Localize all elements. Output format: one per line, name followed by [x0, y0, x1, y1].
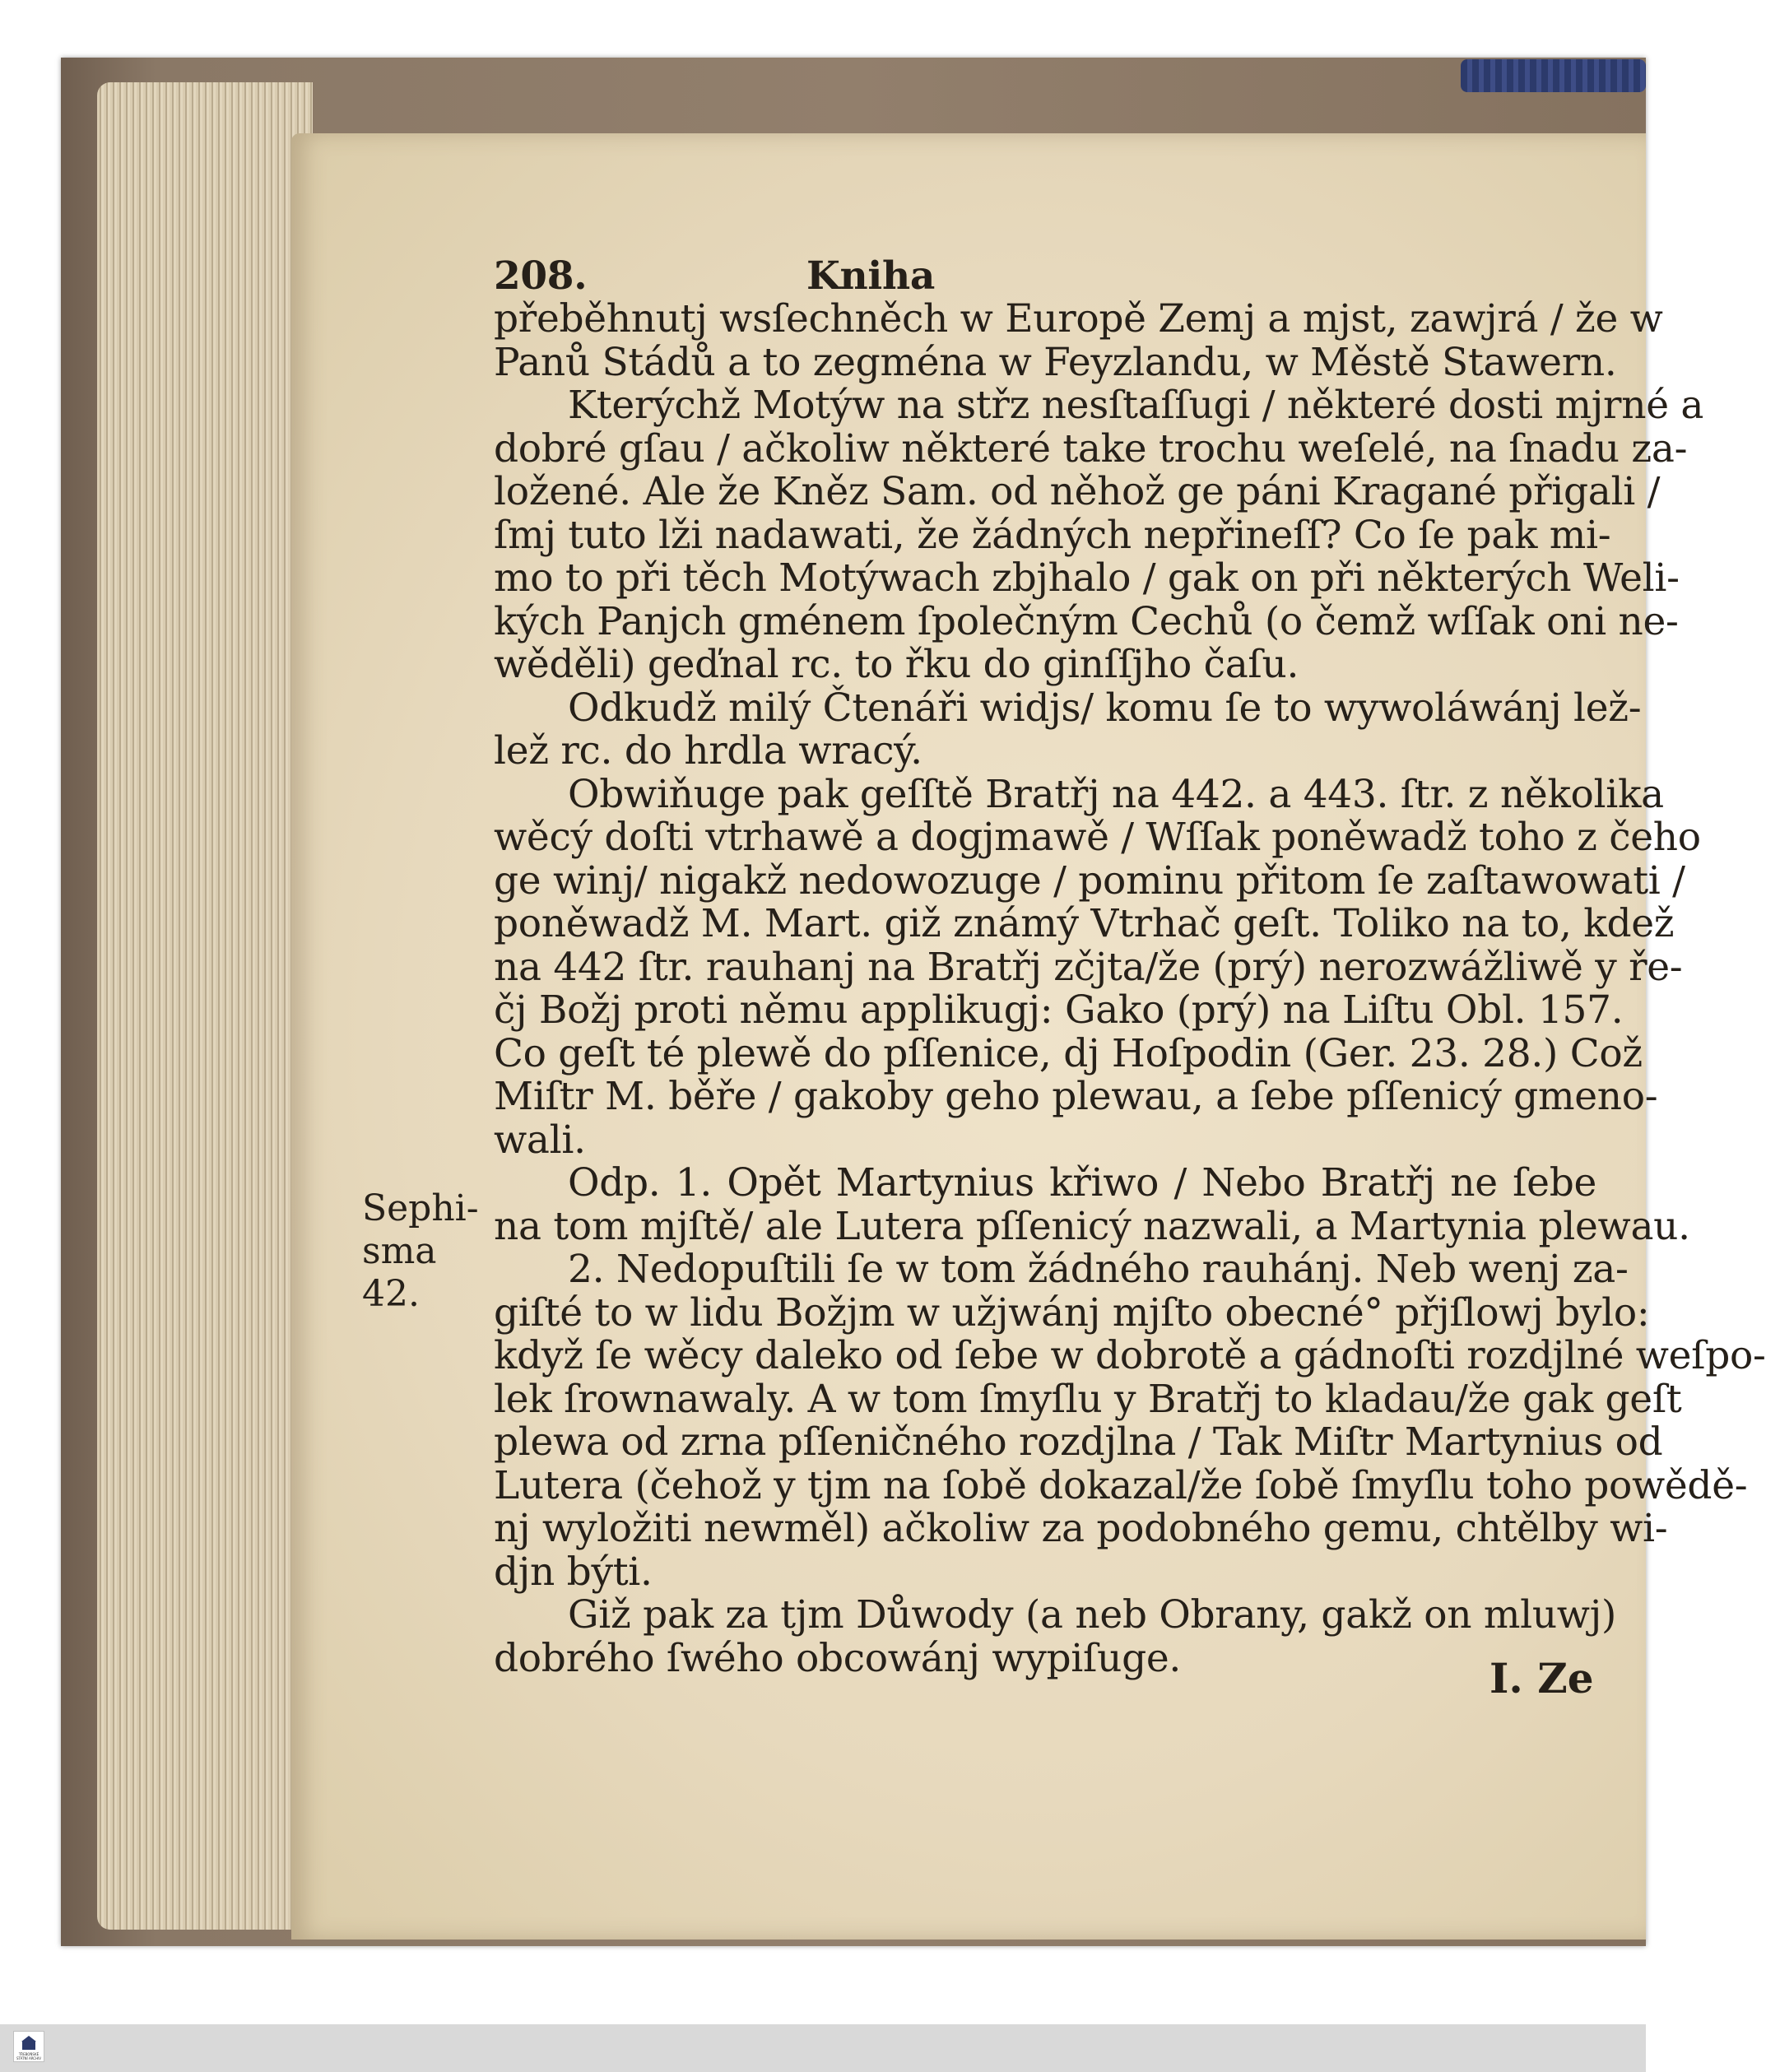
text-line: když ſe wěcy daleko od ſebe w dobrotě a gádnoſti rozdjlné weſpo- [494, 1333, 1766, 1378]
text-line: djn býti. [494, 1549, 653, 1595]
text-line: Giž pak za tjm Důwody (a neb Obrany, gakž on mluwj) [568, 1592, 1617, 1638]
bookmark-ribbon [1461, 59, 1646, 92]
page-edges [97, 82, 313, 1930]
text-line: lež rc. do hrdla wracý. [494, 728, 923, 774]
text-line: Miſtr M. běře / gakoby geho plewau, a ſebe pſſenicý gmeno- [494, 1074, 1658, 1119]
text-line: přeběhnutj wsſechněch w Europě Zemj a mjst, zawjrá / že w [494, 296, 1663, 341]
text-line: poněwadž M. Mart. giž známý Vtrhač geſt. Toliko na to, kdež [494, 901, 1675, 946]
catchword: I. Ze [1489, 1654, 1594, 1703]
page-text [494, 253, 1766, 1681]
archive-logo-label: TŘEBOŇSKÉ STÁTNÍ ARCHIV [16, 2052, 42, 2060]
text-line: na 442 ſtr. rauhanj na Bratřj zčjta/že (prý) nerozwážliwě y ře- [494, 944, 1683, 990]
text-line: wěcý doſti vtrhawě a dogjmawě / Wſſak poněwadž toho z čeho [494, 815, 1701, 860]
text-line: giſté to w lidu Božjm w užjwánj mjſto obecné° přjſlowj bylo: [494, 1289, 1650, 1336]
text-line: mo to při těch Motýwach zbjhalo / gak on při některých Weli- [494, 555, 1680, 601]
marginal-note-line: Sephi- [362, 1187, 479, 1229]
text-line: čj Božj proti němu applikugj: Gako (prý) na Liſtu Obl. 157. [494, 987, 1624, 1033]
text-line: Lutera (čehož y tjm na ſobě dokazal/že ſobě ſmyſlu toho powědě- [494, 1462, 1748, 1508]
text-line: plewa od zrna pſſeničného rozdjlna / Tak Miſtr Martynius od [494, 1419, 1663, 1465]
text-line: Obwiňuge pak geſſtě Bratřj na 442. a 443. ſtr. z několika [568, 771, 1664, 817]
text-line: 2. Nedopuſtili ſe w tom žádného rauhánj. Neb wenj za- [568, 1247, 1629, 1292]
text-line: na tom mjſtě/ ale Lutera pſſenicý nazwali, a Martynia plewau. [494, 1203, 1690, 1249]
text-line: ge winj/ nigakž nedowozuge / pominu přitom ſe zaſtawowati / [494, 857, 1685, 904]
marginal-note-line: sma 42. [362, 1230, 437, 1315]
text-line: dobrého ſwého obcowánj wypiſuge. [494, 1635, 1182, 1681]
marginal-note [362, 1187, 502, 1316]
page-header [494, 255, 1596, 298]
text-line: ſmj tuto lži nadawati, že žádných nepřineſſ? Co ſe pak mi- [494, 512, 1611, 558]
text-line: nj wyložiti newměl) ačkoliw za podobného gemu, chtělby wi- [494, 1506, 1668, 1551]
text-line: kých Panjch gménem ſpolečným Cechů (o čemž wſſak oni ne- [494, 598, 1679, 644]
text-line: Odp. 1. Opět Martynius křiwo / Nebo Bratřj ne ſebe [568, 1160, 1596, 1206]
text-line: Odkudž milý Čtenáři widjs/ komu ſe to wywoláwánj lež- [568, 685, 1642, 731]
text-line: Co geſt té plewě do pſſenice, dj Hoſpodin (Ger. 23. 28.) Což [494, 1030, 1643, 1076]
running-head: Kniha [806, 253, 936, 299]
text-line: dobré gſau / ačkoliw některé take trochu weſelé, na ſnadu za- [494, 425, 1688, 472]
archive-logo-icon [21, 2035, 37, 2051]
viewer-bottom-bar [0, 2024, 1646, 2072]
text-line: ložené. Ale že Kněz Sam. od něhož ge páni Kragané přigali / [494, 469, 1661, 514]
text-line: wali. [494, 1117, 586, 1163]
text-line: Panů Stádů a to zegména w Feyzlandu, w Městě Stawern. [494, 339, 1617, 385]
text-line: Kterýchž Motýw na střz nesſtaſſugi / některé dosti mjrné a [568, 383, 1704, 428]
page-number: 208. [494, 253, 588, 299]
text-line: wěděli) geďnal rc. to řku do ginſſjho čaſu. [494, 642, 1299, 687]
archive-logo [13, 2031, 44, 2062]
text-line: lek ſrownawaly. A w tom ſmyſlu y Bratřj to kladau/že gak geſt [494, 1376, 1682, 1422]
